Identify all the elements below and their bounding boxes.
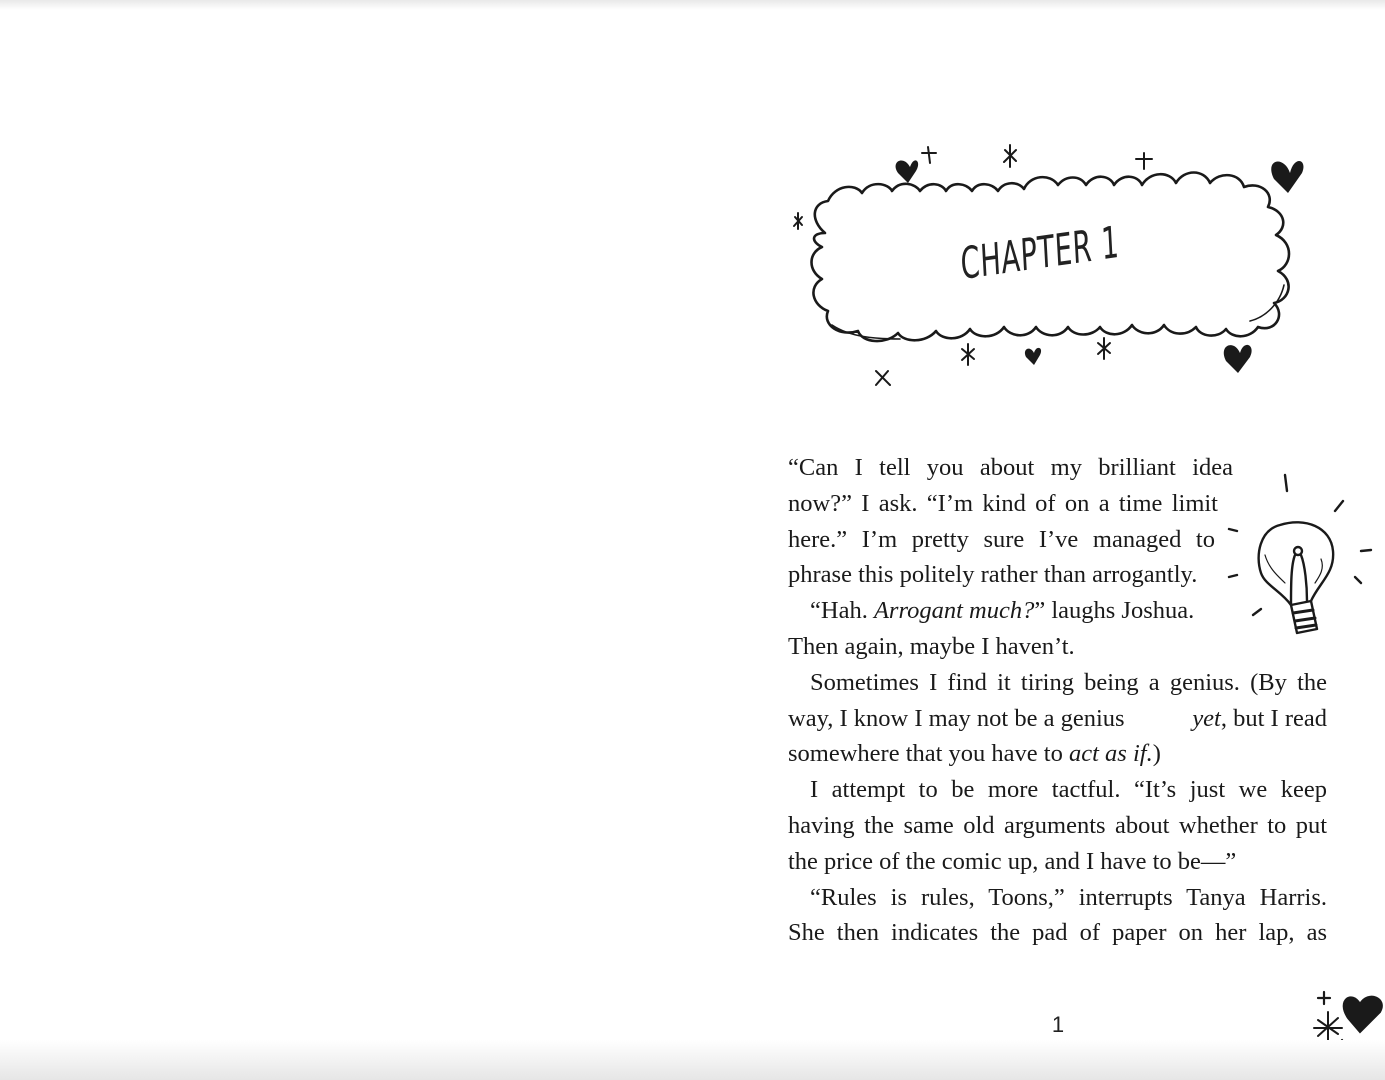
text-line: Sometimes I find it tiring being a genius. (By the: [810, 668, 1327, 696]
text-line: the price of the comic up, and I have to be—”: [788, 847, 1237, 875]
text-line: “Rules is rules, Toons,” interrupts Tanya Harris.: [810, 883, 1327, 911]
text-run-italic: yet: [1192, 704, 1221, 732]
left-page-blank: [0, 10, 700, 1040]
text-run: “Hah.: [810, 597, 874, 625]
text-run-italic: Arrogant much?: [873, 597, 1035, 625]
text-run-italic: act as if.: [1068, 740, 1153, 768]
text-run: , but I read: [1220, 704, 1327, 732]
text-line: I attempt to be more tactful. “It’s just we keep: [810, 776, 1327, 804]
text-line-mixed: [788, 593, 1242, 629]
text-line: now?” I ask. “I’m kind of on a time limit: [788, 489, 1218, 517]
chapter-title: CHAPTER 1: [959, 216, 1121, 291]
text-line: “Can I tell you about my brilliant idea: [788, 454, 1233, 481]
text-line: Then again, maybe I haven’t.: [788, 632, 1075, 660]
page-top-edge: [0, 0, 1385, 10]
text-line: She then indicates the pad of paper on her lap, as: [788, 919, 1327, 947]
lightbulb-icon: [1225, 465, 1385, 645]
text-run: ): [1152, 740, 1161, 768]
text-run: somewhere that you have to: [788, 740, 1069, 768]
page-bottom-edge: [0, 1040, 1385, 1080]
text-line-mixed: [788, 701, 1327, 737]
text-line: having the same old arguments about whether to put: [788, 811, 1327, 839]
text-line-mixed: [788, 736, 1327, 772]
text-line: here.” I’m pretty sure I’ve managed to: [788, 525, 1215, 553]
text-run: way, I know I may not be a genius: [788, 704, 1131, 732]
text-run: ” laughs Joshua.: [1034, 597, 1195, 625]
page-number: 1: [1051, 1012, 1065, 1037]
text-line: phrase this politely rather than arrogantly.: [788, 561, 1198, 589]
